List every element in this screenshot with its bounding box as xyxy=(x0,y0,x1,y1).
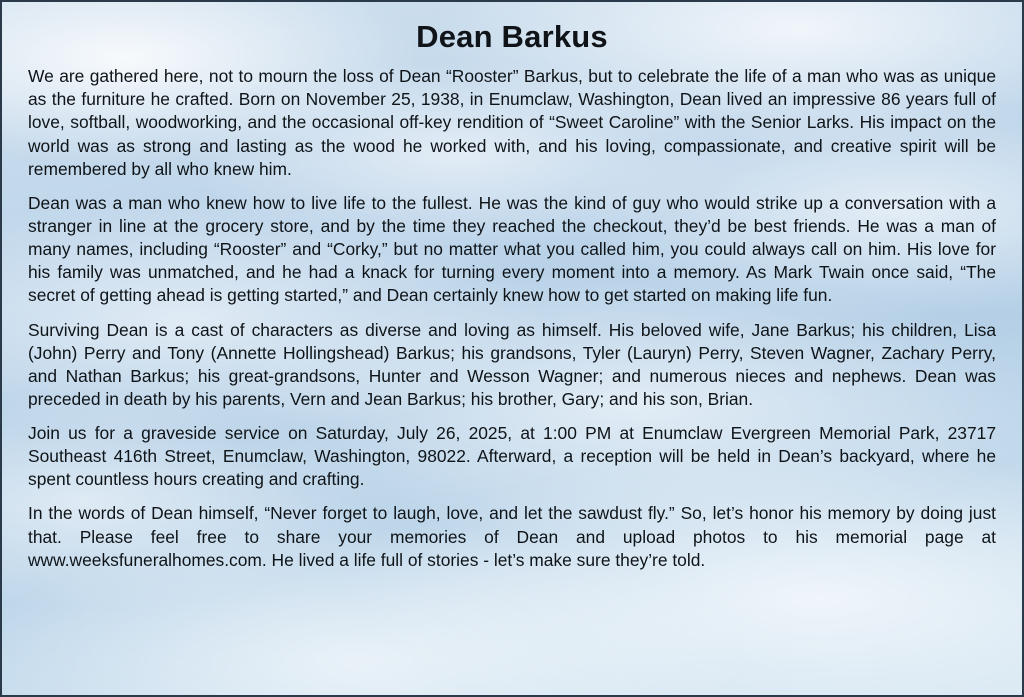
obituary-paragraph-3: Surviving Dean is a cast of characters as diverse and loving as himself. His beloved wife, Jane Barkus; his children, Lisa (John) Perry and Tony (Annette Hollingshead) Barkus; his grandsons, Tyler (Lauryn) Perry, Steven Wagner, Zachary Perry, and Nathan Barkus; his great-grandsons, Hunter and Wesson Wagner; and numerous nieces and nephews. Dean was preceded in death by his parents, Vern and Jean Barkus; his brother, Gary; and his son, Brian. xyxy=(28,319,996,409)
obituary-paragraph-1: We are gathered here, not to mourn the loss of Dean “Rooster” Barkus, but to celebrate the life of a man who was as unique as the furniture he crafted. Born on November 25, 1938, in Enumclaw, Washington, Dean lived an impressive 86 years full of love, softball, woodworking, and the occasional off-key rendition of “Sweet Caroline” with the Senior Larks. His impact on the world was as strong and lasting as the wood he worked with, and his loving, compassionate, and creative spirit will be remembered by all who knew him. xyxy=(28,66,996,179)
obituary-content xyxy=(28,20,996,685)
obituary-paragraph-2: Dean was a man who knew how to live life to the fullest. He was the kind of guy who would strike up a conversation with a stranger in line at the grocery store, and by the time they reached the checkout, they’d be best friends. He was a man of many names, including “Rooster” and “Corky,” but no matter what you called him, you could always call on him. His love for his family was unmatched, and he had a knack for turning every moment into a memory. As Mark Twain once said, “The secret of getting ahead is getting started,” and Dean certainly knew how to get started on making life fun. xyxy=(28,192,996,306)
obituary-paragraph-4-service-details: Join us for a graveside service on Saturday, July 26, 2025, at 1:00 PM at Enumclaw Evergreen Memorial Park, 23717 Southeast 416th Street, Enumclaw, Washington, 98022. Afterward, a reception will be held in Dean’s backyard, where he spent countless hours creating and crafting. xyxy=(28,423,996,490)
page-title: Dean Barkus xyxy=(416,19,608,54)
obituary-paragraph-5-closing: In the words of Dean himself, “Never forget to laugh, love, and let the sawdust fly.” So, let’s honor his memory by doing just that. Please feel free to share your memories of Dean and upload photos to his memorial page at www.weeksfuneralhomes.com. He lived a life full of stories - let’s make sure they’re told. xyxy=(28,503,996,570)
